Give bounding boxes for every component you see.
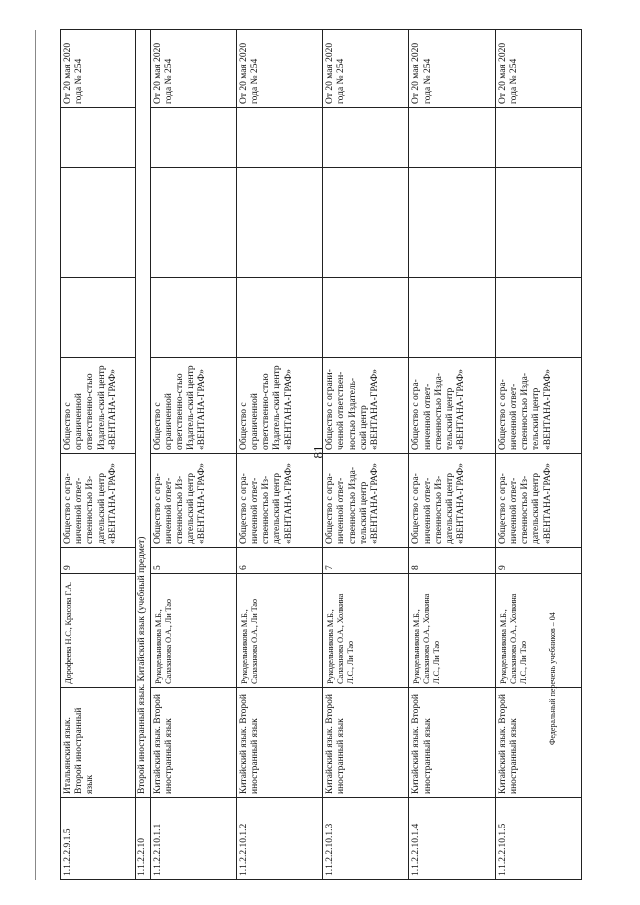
row-authors: Рукодельникова М.Б., Салазанова О.А., Холкина Л.С., Ли Тао xyxy=(495,574,581,688)
row-publisher-2: Общество с ограниченной ответственно-стью Издатель-ский центр «ВЕНТАНА-ГРАФ» xyxy=(150,358,236,454)
row-publisher: Общество с огра-ниченной ответ-ственностью Из-дательский центр «ВЕНТАНА-ГРАФ» xyxy=(236,454,322,548)
row-subject: Китайский язык. Второй иностранный язык xyxy=(236,688,322,798)
row-publisher-2: Общество с ограниченной ответственно-стью Издатель-ский центр «ВЕНТАНА-ГРАФ» xyxy=(61,358,136,454)
row-empty-cell xyxy=(61,108,136,168)
row-empty-cell xyxy=(323,108,409,168)
row-grade: 9 xyxy=(61,548,136,574)
row-empty-cell xyxy=(236,108,322,168)
row-publisher: Общество с огра-ниченной ответ-ственностью Из-дательский центр «ВЕНТАНА-ГРАФ» xyxy=(150,454,236,548)
row-empty-cell xyxy=(495,278,581,358)
row-empty-cell xyxy=(323,168,409,278)
margin-line xyxy=(35,30,36,880)
table-row xyxy=(236,30,322,880)
row-authors: Рукодельникова М.Б., Салазанова О.А., Ли Тао xyxy=(236,574,322,688)
table-row xyxy=(323,30,409,880)
row-empty-cell xyxy=(236,168,322,278)
row-empty-cell xyxy=(323,278,409,358)
row-empty-cell xyxy=(150,108,236,168)
section-code: 1.1.2.2.10 xyxy=(136,798,150,880)
row-authors: Дорофеева Н.С., Красова Г.А. xyxy=(61,574,136,688)
row-authors: Рукодельникова М.Б., Салазанова О.А., Ли Тао xyxy=(150,574,236,688)
section-row xyxy=(136,30,150,880)
row-grade: 7 xyxy=(323,548,409,574)
page-number: 81 xyxy=(310,445,326,459)
row-authors: Рукодельникова М.Б., Салазанова О.А., Холкина Л.С., Ли Тао xyxy=(323,574,409,688)
rotated-table-wrapper xyxy=(60,30,582,880)
row-empty-cell xyxy=(409,108,495,168)
row-code: 1.1.2.2.10.1.3 xyxy=(323,798,409,880)
row-code: 1.1.2.2.10.1.5 xyxy=(495,798,581,880)
row-order: От 20 мая 2020 года № 254 xyxy=(61,30,136,108)
row-empty-cell xyxy=(409,168,495,278)
table-row xyxy=(409,30,495,880)
row-subject: Китайский язык. Второй иностранный язык xyxy=(150,688,236,798)
row-publisher-2: Общество с ограниченной ответственно-стью Издатель-ский центр «ВЕНТАНА-ГРАФ» xyxy=(236,358,322,454)
row-empty-cell xyxy=(61,168,136,278)
table-row xyxy=(150,30,236,880)
row-empty-cell xyxy=(236,278,322,358)
row-empty-cell xyxy=(495,108,581,168)
row-subject: Китайский язык. Второй иностранный язык xyxy=(495,688,581,798)
row-publisher-2: Общество с огра-ниченной ответ-ственностью Изда-тельский центр «ВЕНТАНА-ГРАФ» xyxy=(495,358,581,454)
row-publisher: Общество с огра-ниченной ответ-ственностью Из-дательский центр «ВЕНТАНА-ГРАФ» xyxy=(409,454,495,548)
row-empty-cell xyxy=(495,168,581,278)
row-publisher: Общество с огра-ниченной ответ-ственностью Из-дательский центр «ВЕНТАНА-ГРАФ» xyxy=(61,454,136,548)
row-publisher: Общество с огра-ниченной ответ-ственностью Из-дательский центр «ВЕНТАНА-ГРАФ» xyxy=(495,454,581,548)
row-empty-cell xyxy=(150,278,236,358)
row-subject: Китайский язык. Второй иностранный язык xyxy=(409,688,495,798)
row-grade: 9 xyxy=(495,548,581,574)
row-empty-cell xyxy=(61,278,136,358)
row-code: 1.1.2.2.10.1.1 xyxy=(150,798,236,880)
row-grade: 5 xyxy=(150,548,236,574)
row-order: От 20 мая 2020 года № 254 xyxy=(409,30,495,108)
row-grade: 6 xyxy=(236,548,322,574)
row-code: 1.1.2.2.10.1.2 xyxy=(236,798,322,880)
footer-text: Федеральный перечень учебников – 04 xyxy=(548,612,557,745)
row-grade: 8 xyxy=(409,548,495,574)
row-subject: Итальянский язык. Второй иностранный язык xyxy=(61,688,136,798)
row-order: От 20 мая 2020 года № 254 xyxy=(150,30,236,108)
table-row xyxy=(495,30,581,880)
row-order: От 20 мая 2020 года № 254 xyxy=(236,30,322,108)
row-publisher-2: Общество с огра-ниченной ответ-ственностью Изда-тельский центр «ВЕНТАНА-ГРАФ» xyxy=(409,358,495,454)
row-subject: Китайский язык. Второй иностранный язык xyxy=(323,688,409,798)
row-authors: Рукодельникова М.Б., Салазанова О.А., Холкина Л.С., Ли Тао xyxy=(409,574,495,688)
row-code: 1.1.2.2.9.1.5 xyxy=(61,798,136,880)
row-empty-cell xyxy=(150,168,236,278)
row-code: 1.1.2.2.10.1.4 xyxy=(409,798,495,880)
textbook-table xyxy=(60,29,582,880)
row-publisher-2: Общество с ограни-ченной ответствен-ностью Издатель-ский центр «ВЕНТАНА-ГРАФ» xyxy=(323,358,409,454)
row-empty-cell xyxy=(409,278,495,358)
row-order: От 20 мая 2020 года № 254 xyxy=(323,30,409,108)
row-order: От 20 мая 2020 года № 254 xyxy=(495,30,581,108)
row-publisher: Общество с огра-ниченной ответ-ственностью Изда-тельский центр «ВЕНТАНА-ГРАФ» xyxy=(323,454,409,548)
section-title: Второй иностранный язык. Китайский язык (учебный предмет) xyxy=(136,30,150,798)
table-row xyxy=(61,30,136,880)
